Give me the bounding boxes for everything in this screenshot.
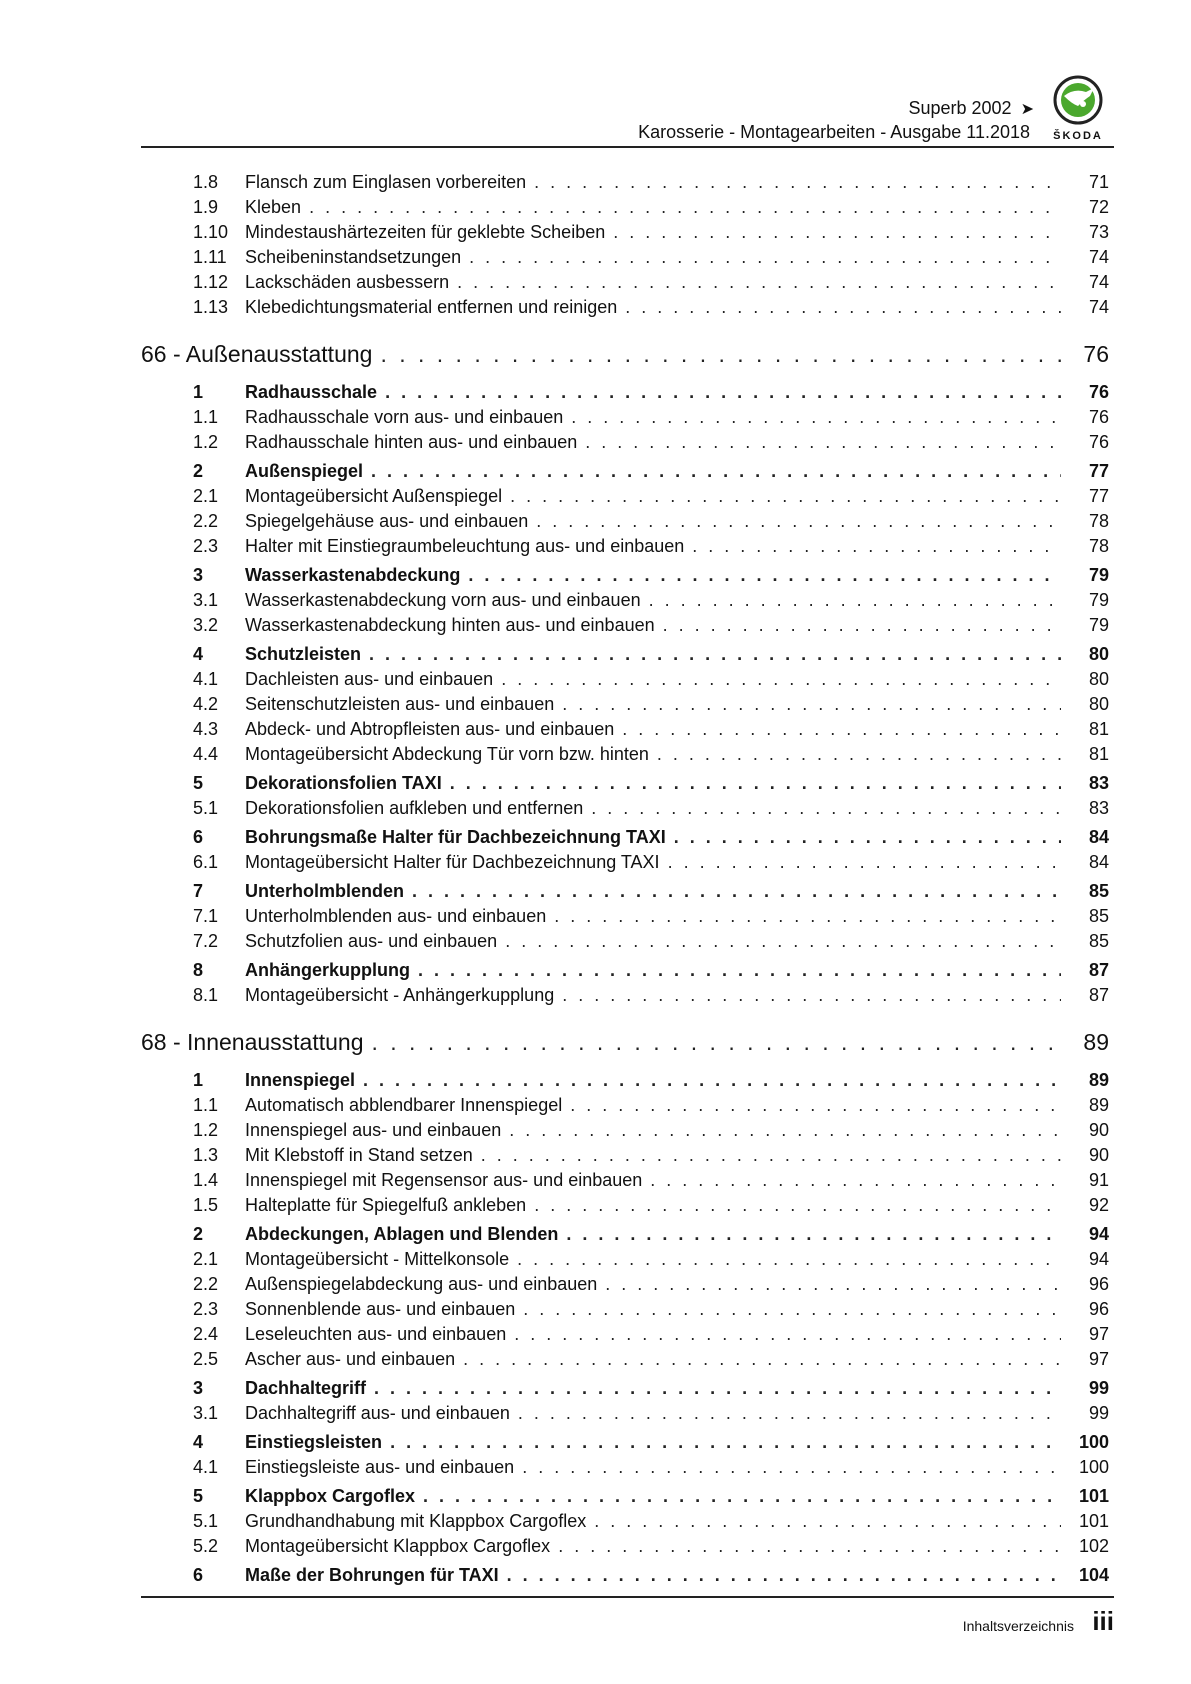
toc-entry-title: Dekorationsfolien TAXI bbox=[245, 773, 442, 793]
toc-entry-page: 85 bbox=[1088, 931, 1109, 951]
dot-leader bbox=[457, 270, 1061, 295]
toc-entry-number: 3.1 bbox=[193, 1403, 219, 1423]
dot-leader bbox=[507, 1563, 1061, 1588]
dot-leader bbox=[566, 1222, 1061, 1247]
toc-entry-number: 2.3 bbox=[193, 1299, 219, 1319]
toc-entry-number: 4.3 bbox=[193, 719, 219, 739]
toc-entry-title: Mindestaushärtezeiten für geklebte Scheiben bbox=[245, 222, 606, 242]
toc-entry[interactable] bbox=[141, 983, 1109, 1008]
toc-entry-title: Montageübersicht Klappbox Cargoflex bbox=[245, 1536, 551, 1556]
toc-entry-title: Klebedichtungsmaterial entfernen und reinigen bbox=[245, 297, 618, 317]
toc-entry-title: Dachhaltegriff aus- und einbauen bbox=[245, 1403, 510, 1423]
footer-page-number: iii bbox=[1092, 1606, 1114, 1636]
toc-entry-title: Wasserkastenabdeckung hinten aus- und einbauen bbox=[245, 615, 655, 635]
toc-entry-page: 79 bbox=[1088, 615, 1109, 635]
toc-entry-title: 66 - Außenausstattung bbox=[141, 341, 373, 367]
toc-entry-number: 4 bbox=[193, 1432, 204, 1452]
toc-entry-title: Bohrungsmaße Halter für Dachbezeichnung TAXI bbox=[245, 827, 666, 847]
toc-entry[interactable] bbox=[141, 1401, 1109, 1426]
toc-entry-title: Automatisch abblendbarer Innenspiegel bbox=[245, 1095, 563, 1115]
toc-entry-page: 85 bbox=[1088, 881, 1109, 901]
header-subtitle: Karosserie - Montagearbeiten - Ausgabe 11.2018 bbox=[638, 122, 1030, 142]
toc-entry[interactable] bbox=[141, 742, 1109, 767]
toc-entry-number: 7.1 bbox=[193, 906, 219, 926]
dot-leader bbox=[585, 430, 1061, 455]
toc-entry-page: 89 bbox=[1083, 1029, 1109, 1055]
dot-leader bbox=[674, 825, 1061, 850]
dot-leader bbox=[534, 1193, 1061, 1218]
toc-entry-title: Wasserkastenabdeckung vorn aus- und einbauen bbox=[245, 590, 641, 610]
toc-entry-page: 83 bbox=[1088, 798, 1109, 818]
toc-entry-number: 8 bbox=[193, 960, 204, 980]
toc-entry-number: 1.8 bbox=[193, 172, 219, 192]
dot-leader bbox=[509, 1118, 1061, 1143]
toc-entry-page: 83 bbox=[1088, 773, 1109, 793]
toc-entry-page: 76 bbox=[1088, 382, 1109, 402]
toc-entry-title: Montageübersicht - Mittelkonsole bbox=[245, 1249, 510, 1269]
toc-entry-page: 81 bbox=[1088, 744, 1109, 764]
toc-entry[interactable] bbox=[141, 245, 1109, 270]
toc-entry-number: 1 bbox=[193, 382, 204, 402]
toc-entry[interactable] bbox=[141, 904, 1109, 929]
toc-entry-title: Halteplatte für Spiegelfuß ankleben bbox=[245, 1195, 527, 1215]
dot-leader bbox=[514, 1322, 1061, 1347]
toc-entry-number: 2.3 bbox=[193, 536, 219, 556]
dot-leader bbox=[605, 1272, 1061, 1297]
toc-entry-page: 100 bbox=[1078, 1432, 1109, 1452]
toc-entry-number: 4.2 bbox=[193, 694, 219, 714]
toc-entry[interactable] bbox=[141, 1376, 1109, 1401]
dot-leader bbox=[571, 405, 1061, 430]
toc-entry-page: 94 bbox=[1088, 1249, 1109, 1269]
toc-entry-number: 2 bbox=[193, 1224, 204, 1244]
toc-entry[interactable] bbox=[141, 1347, 1109, 1372]
toc-entry-number: 4 bbox=[193, 644, 204, 664]
toc-entry[interactable] bbox=[141, 220, 1109, 245]
dot-leader bbox=[423, 1484, 1061, 1509]
toc-entry[interactable] bbox=[141, 170, 1109, 195]
toc-entry-title: Klappbox Cargoflex bbox=[245, 1486, 416, 1506]
toc-entry-number: 3 bbox=[193, 1378, 204, 1398]
dot-leader bbox=[501, 667, 1061, 692]
toc-entry-page: 96 bbox=[1088, 1274, 1109, 1294]
dot-leader bbox=[374, 1376, 1061, 1401]
dot-leader bbox=[372, 1020, 1062, 1064]
page-footer bbox=[141, 1596, 1114, 1636]
dot-leader bbox=[570, 1093, 1061, 1118]
dot-leader bbox=[371, 459, 1061, 484]
toc-entry-title: 68 - Innenausstattung bbox=[141, 1029, 364, 1055]
dot-leader bbox=[523, 1297, 1061, 1322]
toc-entry[interactable] bbox=[141, 1297, 1109, 1322]
toc-entry-title: Abdeckungen, Ablagen und Blenden bbox=[245, 1224, 559, 1244]
toc-entry[interactable] bbox=[141, 642, 1109, 667]
toc-entry-title: Schutzfolien aus- und einbauen bbox=[245, 931, 498, 951]
dot-leader bbox=[450, 771, 1061, 796]
toc-entry-title: Unterholmblenden aus- und einbauen bbox=[245, 906, 547, 926]
toc-entry-title: Abdeck- und Abtropfleisten aus- und einbauen bbox=[245, 719, 615, 739]
toc-entry[interactable] bbox=[141, 1534, 1109, 1559]
toc-entry-page: 74 bbox=[1088, 272, 1109, 292]
toc-entry-page: 101 bbox=[1078, 1486, 1109, 1506]
toc-entry-title: Wasserkastenabdeckung bbox=[245, 565, 461, 585]
dot-leader bbox=[663, 613, 1061, 638]
toc-entry-page: 79 bbox=[1088, 565, 1109, 585]
toc-entry-page: 87 bbox=[1088, 960, 1109, 980]
skoda-logo bbox=[1050, 74, 1106, 142]
toc-entry[interactable] bbox=[141, 1168, 1109, 1193]
toc-entry-number: 2.1 bbox=[193, 486, 219, 506]
toc-entry-number: 3 bbox=[193, 565, 204, 585]
toc-entry-page: 84 bbox=[1088, 852, 1109, 872]
toc-entry[interactable] bbox=[141, 1143, 1109, 1168]
toc-entry-title: Maße der Bohrungen für TAXI bbox=[245, 1565, 499, 1585]
toc-entry-page: 79 bbox=[1088, 590, 1109, 610]
toc-entry-number: 8.1 bbox=[193, 985, 219, 1005]
table-of-contents bbox=[141, 170, 1109, 1588]
toc-entry[interactable] bbox=[141, 1193, 1109, 1218]
toc-entry-number: 1.5 bbox=[193, 1195, 219, 1215]
dot-leader bbox=[518, 1401, 1061, 1426]
toc-entry-number: 5.1 bbox=[193, 798, 219, 818]
toc-entry[interactable] bbox=[141, 459, 1109, 484]
toc-entry-title: Dachhaltegriff bbox=[245, 1378, 367, 1398]
brand-wordmark: ŠKODA bbox=[1053, 130, 1103, 142]
toc-entry-number: 2.2 bbox=[193, 511, 219, 531]
toc-entry-title: Schutzleisten bbox=[245, 644, 362, 664]
toc-entry-title: Montageübersicht Halter für Dachbezeichnung TAXI bbox=[245, 852, 660, 872]
toc-entry-number: 1.2 bbox=[193, 1120, 219, 1140]
dot-leader bbox=[668, 850, 1061, 875]
dot-leader bbox=[558, 1534, 1061, 1559]
dot-leader bbox=[481, 1143, 1061, 1168]
toc-entry-number: 5 bbox=[193, 1486, 204, 1506]
toc-entry[interactable] bbox=[141, 195, 1109, 220]
toc-entry-number: 3.2 bbox=[193, 615, 219, 635]
toc-entry-title: Montageübersicht - Anhängerkupplung bbox=[245, 985, 555, 1005]
toc-entry-page: 71 bbox=[1088, 172, 1109, 192]
toc-entry-page: 78 bbox=[1088, 511, 1109, 531]
toc-entry-page: 85 bbox=[1088, 906, 1109, 926]
toc-entry-page: 97 bbox=[1088, 1324, 1109, 1344]
dot-leader bbox=[534, 170, 1061, 195]
toc-entry-number: 3.1 bbox=[193, 590, 219, 610]
toc-entry[interactable] bbox=[141, 958, 1109, 983]
toc-entry-page: 72 bbox=[1088, 197, 1109, 217]
dot-leader bbox=[505, 929, 1061, 954]
toc-entry[interactable] bbox=[141, 1222, 1109, 1247]
dot-leader bbox=[385, 380, 1061, 405]
toc-entry-page: 77 bbox=[1088, 461, 1109, 481]
toc-entry[interactable] bbox=[141, 270, 1109, 295]
toc-entry[interactable] bbox=[141, 850, 1109, 875]
toc-entry-page: 90 bbox=[1088, 1145, 1109, 1165]
toc-entry-page: 90 bbox=[1088, 1120, 1109, 1140]
toc-entry-title: Einstiegsleisten bbox=[245, 1432, 383, 1452]
toc-entry-title: Montageübersicht Abdeckung Tür vorn bzw. hinten bbox=[245, 744, 649, 764]
toc-entry-number: 1.13 bbox=[193, 297, 229, 317]
toc-entry-number: 5 bbox=[193, 773, 204, 793]
toc-entry-page: 97 bbox=[1088, 1349, 1109, 1369]
toc-entry-number: 6 bbox=[193, 1565, 204, 1585]
toc-entry[interactable] bbox=[141, 405, 1109, 430]
dot-leader bbox=[369, 642, 1061, 667]
toc-entry-number: 1 bbox=[193, 1070, 204, 1090]
toc-entry-title: Einstiegsleiste aus- und einbauen bbox=[245, 1457, 515, 1477]
toc-chapter[interactable] bbox=[141, 332, 1109, 376]
dot-leader bbox=[594, 1509, 1061, 1534]
dot-leader bbox=[469, 245, 1061, 270]
dot-leader bbox=[650, 1168, 1061, 1193]
toc-entry-page: 76 bbox=[1083, 341, 1109, 367]
toc-entry[interactable] bbox=[141, 1247, 1109, 1272]
footer-section: Inhaltsverzeichnis bbox=[962, 1618, 1074, 1634]
toc-entry-page: 102 bbox=[1078, 1536, 1109, 1556]
toc-entry-page: 78 bbox=[1088, 536, 1109, 556]
toc-entry-title: Mit Klebstoff in Stand setzen bbox=[245, 1145, 473, 1165]
dot-leader bbox=[536, 509, 1061, 534]
toc-entry-number: 2.5 bbox=[193, 1349, 219, 1369]
toc-entry-number: 1.1 bbox=[193, 1095, 219, 1115]
dot-leader bbox=[418, 958, 1061, 983]
toc-entry-number: 1.4 bbox=[193, 1170, 219, 1190]
toc-entry[interactable] bbox=[141, 588, 1109, 613]
toc-entry-title: Lackschäden ausbessern bbox=[245, 272, 450, 292]
toc-entry-number: 2.1 bbox=[193, 1249, 219, 1269]
toc-entry-page: 73 bbox=[1088, 222, 1109, 242]
dot-leader bbox=[554, 904, 1061, 929]
toc-entry-title: Scheibeninstandsetzungen bbox=[245, 247, 462, 267]
toc-entry-page: 96 bbox=[1088, 1299, 1109, 1319]
toc-entry[interactable] bbox=[141, 692, 1109, 717]
toc-entry-title: Leseleuchten aus- und einbauen bbox=[245, 1324, 507, 1344]
toc-entry[interactable] bbox=[141, 1509, 1109, 1534]
dot-leader bbox=[622, 717, 1061, 742]
toc-entry[interactable] bbox=[141, 879, 1109, 904]
toc-entry-page: 80 bbox=[1088, 644, 1109, 664]
toc-entry[interactable] bbox=[141, 1272, 1109, 1297]
toc-entry[interactable] bbox=[141, 929, 1109, 954]
toc-entry-title: Ascher aus- und einbauen bbox=[245, 1349, 456, 1369]
toc-entry-title: Dekorationsfolien aufkleben und entfernen bbox=[245, 798, 584, 818]
dot-leader bbox=[522, 1455, 1061, 1480]
dot-leader bbox=[692, 534, 1061, 559]
toc-entry-page: 99 bbox=[1088, 1378, 1109, 1398]
toc-entry-number: 5.1 bbox=[193, 1511, 219, 1531]
toc-entry-page: 81 bbox=[1088, 719, 1109, 739]
toc-entry-title: Radhausschale hinten aus- und einbauen bbox=[245, 432, 578, 452]
toc-entry-number: 5.2 bbox=[193, 1536, 219, 1556]
toc-entry[interactable] bbox=[141, 563, 1109, 588]
page-header bbox=[141, 70, 1114, 148]
dot-leader bbox=[649, 588, 1061, 613]
arrow-icon: ➤ bbox=[1020, 101, 1034, 118]
toc-entry-number: 1.12 bbox=[193, 272, 229, 292]
toc-entry-title: Grundhandhabung mit Klappbox Cargoflex bbox=[245, 1511, 587, 1531]
toc-entry[interactable] bbox=[141, 717, 1109, 742]
model-name: Superb 2002 bbox=[908, 98, 1012, 118]
toc-entry[interactable] bbox=[141, 380, 1109, 405]
skoda-logo-icon bbox=[1050, 74, 1106, 126]
toc-entry-number: 1.3 bbox=[193, 1145, 219, 1165]
toc-entry[interactable] bbox=[141, 825, 1109, 850]
toc-entry-page: 99 bbox=[1088, 1403, 1109, 1423]
toc-entry[interactable] bbox=[141, 1484, 1109, 1509]
toc-entry-number: 1.9 bbox=[193, 197, 219, 217]
toc-entry-title: Innenspiegel aus- und einbauen bbox=[245, 1120, 502, 1140]
toc-entry-number: 1.11 bbox=[193, 247, 227, 267]
toc-entry-page: 100 bbox=[1078, 1457, 1109, 1477]
toc-entry-page: 74 bbox=[1088, 247, 1109, 267]
toc-entry[interactable] bbox=[141, 796, 1109, 821]
toc-entry[interactable] bbox=[141, 534, 1109, 559]
dot-leader bbox=[463, 1347, 1061, 1372]
toc-entry-title: Radhausschale bbox=[245, 382, 378, 402]
toc-entry-title: Anhängerkupplung bbox=[245, 960, 410, 980]
toc-entry-number: 2.4 bbox=[193, 1324, 219, 1344]
toc-entry[interactable] bbox=[141, 509, 1109, 534]
toc-entry[interactable] bbox=[141, 1068, 1109, 1093]
toc-entry-page: 77 bbox=[1088, 486, 1109, 506]
toc-entry-number: 6 bbox=[193, 827, 204, 847]
toc-entry-page: 84 bbox=[1088, 827, 1109, 847]
toc-entry-page: 76 bbox=[1088, 407, 1109, 427]
toc-entry-page: 76 bbox=[1088, 432, 1109, 452]
toc-entry-page: 101 bbox=[1078, 1511, 1109, 1531]
toc-entry[interactable] bbox=[141, 1322, 1109, 1347]
toc-entry-page: 89 bbox=[1088, 1095, 1109, 1115]
toc-entry-title: Radhausschale vorn aus- und einbauen bbox=[245, 407, 564, 427]
toc-entry-title: Spiegelgehäuse aus- und einbauen bbox=[245, 511, 529, 531]
toc-entry-title: Kleben bbox=[245, 197, 302, 217]
toc-entry-page: 89 bbox=[1088, 1070, 1109, 1090]
dot-leader bbox=[613, 220, 1061, 245]
toc-entry-page: 87 bbox=[1088, 985, 1109, 1005]
toc-entry[interactable] bbox=[141, 1455, 1109, 1480]
dot-leader bbox=[380, 332, 1061, 376]
dot-leader bbox=[562, 692, 1061, 717]
toc-entry[interactable] bbox=[141, 1118, 1109, 1143]
toc-entry-title: Halter mit Einstiegraumbeleuchtung aus- und einbauen bbox=[245, 536, 685, 556]
toc-entry[interactable] bbox=[141, 1563, 1109, 1588]
toc-entry[interactable] bbox=[141, 771, 1109, 796]
toc-entry-number: 4.1 bbox=[193, 669, 219, 689]
toc-entry-title: Seitenschutzleisten aus- und einbauen bbox=[245, 694, 555, 714]
dot-leader bbox=[591, 796, 1061, 821]
header-model bbox=[908, 98, 1034, 119]
toc-entry-title: Innenspiegel bbox=[245, 1070, 356, 1090]
toc-entry-title: Dachleisten aus- und einbauen bbox=[245, 669, 494, 689]
toc-entry-page: 104 bbox=[1078, 1565, 1109, 1585]
toc-entry-title: Außenspiegel bbox=[245, 461, 364, 481]
toc-entry[interactable] bbox=[141, 484, 1109, 509]
toc-entry-number: 7.2 bbox=[193, 931, 219, 951]
toc-entry[interactable] bbox=[141, 430, 1109, 455]
toc-entry-number: 1.2 bbox=[193, 432, 219, 452]
toc-entry-number: 2 bbox=[193, 461, 204, 481]
toc-entry[interactable] bbox=[141, 1093, 1109, 1118]
toc-entry-page: 94 bbox=[1088, 1224, 1109, 1244]
toc-entry-title: Sonnenblende aus- und einbauen bbox=[245, 1299, 516, 1319]
dot-leader bbox=[562, 983, 1061, 1008]
toc-entry-number: 4.1 bbox=[193, 1457, 219, 1477]
toc-entry-title: Montageübersicht Außenspiegel bbox=[245, 486, 503, 506]
toc-entry-page: 74 bbox=[1088, 297, 1109, 317]
dot-leader bbox=[517, 1247, 1061, 1272]
toc-entry-title: Flansch zum Einglasen vorbereiten bbox=[245, 172, 527, 192]
toc-entry-page: 91 bbox=[1088, 1170, 1109, 1190]
dot-leader bbox=[625, 295, 1061, 320]
toc-entry-page: 92 bbox=[1088, 1195, 1109, 1215]
toc-entry-page: 80 bbox=[1088, 669, 1109, 689]
dot-leader bbox=[657, 742, 1061, 767]
toc-entry-number: 7 bbox=[193, 881, 204, 901]
dot-leader bbox=[510, 484, 1061, 509]
dot-leader bbox=[363, 1068, 1061, 1093]
dot-leader bbox=[412, 879, 1061, 904]
toc-entry-number: 6.1 bbox=[193, 852, 219, 872]
toc-entry-title: Unterholmblenden bbox=[245, 881, 405, 901]
toc-entry[interactable] bbox=[141, 613, 1109, 638]
toc-entry-page: 80 bbox=[1088, 694, 1109, 714]
toc-entry[interactable] bbox=[141, 667, 1109, 692]
toc-entry-number: 1.10 bbox=[193, 222, 229, 242]
toc-entry-number: 1.1 bbox=[193, 407, 219, 427]
toc-chapter[interactable] bbox=[141, 1020, 1109, 1064]
toc-entry[interactable] bbox=[141, 295, 1109, 320]
dot-leader bbox=[309, 195, 1061, 220]
dot-leader bbox=[468, 563, 1061, 588]
toc-entry-title: Innenspiegel mit Regensensor aus- und einbauen bbox=[245, 1170, 643, 1190]
toc-entry[interactable] bbox=[141, 1430, 1109, 1455]
toc-entry-number: 2.2 bbox=[193, 1274, 219, 1294]
toc-entry-title: Außenspiegelabdeckung aus- und einbauen bbox=[245, 1274, 598, 1294]
dot-leader bbox=[390, 1430, 1061, 1455]
toc-entry-number: 4.4 bbox=[193, 744, 219, 764]
